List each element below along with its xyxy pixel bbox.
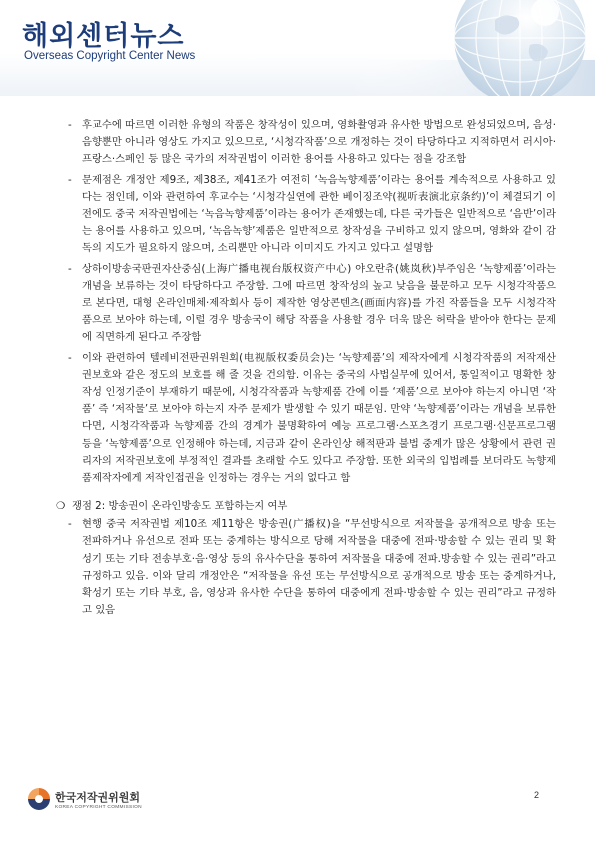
list-item [56,516,556,619]
dash-marker: - [68,351,72,364]
page-footer [0,780,595,841]
dash-marker: - [68,262,72,275]
header-subtitle: Overseas Copyright Center News [24,50,196,62]
dash-marker: - [68,119,72,131]
globe-graphic [345,0,595,96]
commission-logo-icon [26,786,52,812]
list-item [56,117,556,169]
bullet-text: 문제점은 개정안 제9조, 제38조, 제41조가 여전히 ‘녹음녹향제품’이라는 용어를 계속적으로 사용하고 있다는 점인데, 이와 관련하여 후교수는 ‘시청각실연에 관한 베이징조약(视听表演北京条约)’이 체결되기 이전에도 중국 저작권법에는 ‘녹음녹향제품’이라는 용어가 존재했는데, 다른 국가들은 일반적으로 ‘음반’이라는 용어를 사용하고 있으며, ‘녹음녹향’제품은 일반적으로 창작성을 구비하고 있지 않으며, 영화와 같이 감독의 지도가 필요하지 않으며, 소리뿐만 아니라 이미지도 가지고 있다고 설명함 [82,173,556,255]
org-name: 한국저작권위원회 [55,791,141,804]
bullet-text: 이와 관련하여 텔레비전판권위원회(电视版权委员会)는 ‘녹향제품’의 제작자에게 시청각작품의 저작재산권보호와 같은 정도의 보호를 해 줄 것을 건의함. 이유는 중국의 사법실무에 있어서, 통일적이고 명확한 창작성 인정기준이 부재하기 때문에, 시청각작품과 녹향제품 간에 이를 ‘제품’으로 보아야 하는지 아니면 ‘작품’ 즉 ‘저작물’로 보아야 하는지 자주 문제가 발생할 수 있기 때문임. 만약 ‘녹향제품’이라는 개념을 보류한다면, 시청각작품과 녹향제품 간의 경계가 불명확하여 예능 프로그램·스포츠경기 프로그램·신문프로그램 등을 ‘녹향제품’으로 인정해야 하는데, 지금과 같이 온라인상 해적판과 불법 중계가 많은 상황에서 관련 권리자의 저작권보호에 부정적인 결과를 초래할 수도 있다고 주장함. 또한 외국의 입법례를 보더라도 녹향제품제작자에게 저작인접권을 인정하는 경우는 거의 없다고 함 [82,351,556,485]
article-body [56,117,556,622]
bullet-text: 후교수에 따르면 이러한 유형의 작품은 창작성이 있으며, 영화촬영과 유사한 방법으로 완성되었으며, 음성·음향뿐만 아니라 영상도 가지고 있으므로, ‘시청각작품’으로 개정하는 것이 타당하다고 지적하면서 러시아·프랑스·스페인 등 많은 국가의 저작권법이 이러한 용어를 사용하고 있다는 점을 강조함 [82,119,556,166]
header-title: 해외센터뉴스 [22,21,185,52]
dash-marker: - [68,518,72,531]
section-heading [56,498,556,515]
circle-marker: ❍ [56,500,66,513]
page-header [0,0,595,96]
bullet-list [56,516,556,619]
bullet-text: 상하이방송국판권자산중심(上海广播电视台版权资产中心) 야오란츄(姚岚秋)부주임은 ‘녹향제품’이라는 개념을 보류하는 것이 타당하다고 주장함. 그에 따르면 창작성의 높고 낮음을 불문하고 모두 시청각작품으로 본다면, 대형 온라인매체·제작회사 등이 제작한 영상콘텐츠(画面内容)를 가진 작품들을 모두 시청각작품으로 보아야 하는데, 이럴 경우 방송국이 해당 작품을 사용할 경우 더욱 많은 허락을 받아야 한다는 문제에 직면하게 된다고 주장함 [82,262,556,344]
section-heading-text: 쟁점 2: 방송권이 온라인방송도 포함하는지 여부 [72,500,288,513]
list-item [56,172,556,258]
dash-marker: - [68,173,72,186]
org-subtitle: KOREA COPYRIGHT COMMISSION [55,805,142,810]
page-number: 2 [533,790,539,800]
bullet-text: 현행 중국 저작권법 제10조 제11항은 방송권(广播权)을 “무선방식으로 저작물을 공개적으로 방송 또는 전파하거나 유선으로 전파 또는 중계하는 방식으로 당해 저작물을 대중에 전파·방송할 수 있는 권리 및 확성기 또는 기타 전송부호·음·영상 등의 유사수단을 통하여 저작물을 대중에 전파.방송할 수 있는 권리”라고 규정하고 있음. 이와 달리 개정안은 “저작물을 유선 또는 무선방식으로 공개적으로 방송 또는 중계하거나, 확성기 또는 기타 부호, 음, 영상과 유사한 수단을 통하여 대중에게 전파·방송할 수 있는 권리”라고 규정하고 있음 [82,518,556,617]
list-item [56,350,556,488]
list-item [56,261,556,347]
bullet-list [56,117,556,487]
